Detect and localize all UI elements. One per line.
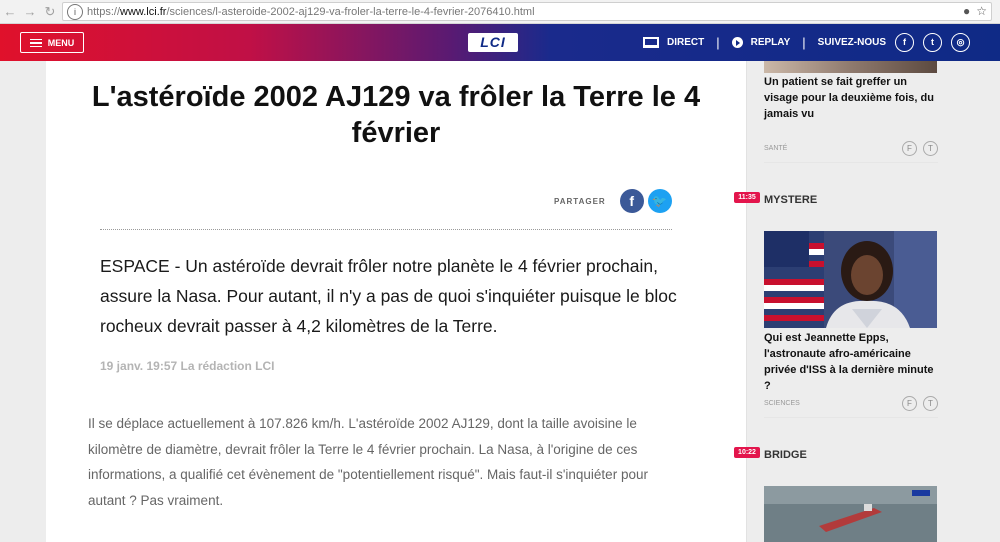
nav-direct-label: DIRECT [666,37,705,48]
tv-icon [643,37,659,48]
sidebar-section-title[interactable]: MYSTERE [764,194,818,206]
play-icon [732,37,743,48]
nav-replay[interactable] [732,37,791,48]
url-protocol: https:// [87,5,121,18]
sidebar-item-category[interactable]: SCIENCES [764,400,800,407]
share-label: PARTAGER [554,196,606,206]
nav-follow [818,37,886,48]
url-path: /sciences/l-asteroide-2002-aj129-va-froler-la-terre-le-4-fevrier-2076410.html [166,5,535,18]
facebook-icon[interactable]: f [895,33,914,52]
sidebar-item-text[interactable]: Un patient se fait greffer un visage pour la deuxième fois, du jamais vu [764,76,934,120]
article-lead: ESPACE - Un astéroïde devrait frôler notre planète le 4 février prochain, assure la Nasa. Pour autant, il n'y a pas de quoi s'inquiéter puisque le bloc rocheux devrait passer à 4,2 kilomètres de la Terre. [100,256,677,336]
nav-separator: | [716,35,720,50]
article-title: L'astéroïde 2002 AJ129 va frôler la Terre le 4 février [91,81,701,149]
ship-image [764,486,937,542]
reload-icon[interactable]: ↻ [44,3,56,19]
sidebar-divider [764,417,938,418]
sidebar-item[interactable] [764,330,938,394]
menu-label: MENU [47,37,75,48]
nav-follow-label: SUIVEZ-NOUS [817,37,886,48]
astronaut-portrait-image [764,231,937,328]
address-bar[interactable] [62,2,992,21]
header-nav [643,24,970,61]
url-host: www.lci.fr [120,5,167,18]
extension-icon[interactable]: ● [962,4,971,18]
nav-direct[interactable] [643,37,704,48]
sidebar-section-title[interactable]: BRIDGE [764,449,807,461]
instagram-icon[interactable]: ◎ [951,33,970,52]
article-thumbnail[interactable] [764,61,937,73]
article-thumbnail[interactable] [764,231,937,328]
time-badge: 10:22 [734,447,760,458]
share-facebook-icon[interactable]: f [620,189,644,213]
sidebar-item-meta [764,141,938,156]
lci-logo[interactable]: LCI [468,33,518,52]
back-arrow-icon[interactable]: ← [3,3,17,19]
sidebar-item[interactable] [764,74,938,122]
site-header [0,24,1000,61]
share-bar [554,189,672,213]
nav-replay-label: REPLAY [750,37,791,48]
article-body: Il se déplace actuellement à 107.826 km/h. L'astéroïde 2002 AJ129, dont la taille avoisine le kilomètre de diamètre, devrait frôler la Terre le 4 février prochain. La Nasa, à l'origine de ces informations, a qualifié cet évènement de "potentiellement risqué". Mais faut-il s'inquiéter pour autant ? Pas vraiment. [88,416,648,508]
forward-arrow-icon[interactable]: → [23,3,37,19]
site-info-icon[interactable]: i [67,4,83,20]
article-byline: 19 janv. 19:57 La rédaction LCI [100,359,275,373]
divider [100,229,672,230]
article-thumbnail[interactable] [764,486,937,542]
share-twitter-icon[interactable]: T [923,141,938,156]
share-twitter-icon[interactable]: T [923,396,938,411]
nav-separator: | [802,35,806,50]
share-facebook-icon[interactable]: F [902,141,917,156]
sidebar-item-text[interactable]: Qui est Jeannette Epps, l'astronaute afro-américaine privée d'ISS à la dernière minute ? [764,332,934,392]
sidebar-item-category[interactable]: SANTÉ [764,145,788,152]
timeline-line [746,61,747,542]
twitter-icon[interactable]: t [923,33,942,52]
hamburger-icon [30,39,42,47]
sidebar-divider [764,162,938,163]
bookmark-star-icon[interactable]: ☆ [976,4,987,18]
sidebar-item-meta [764,396,938,411]
article-container [46,61,746,542]
share-facebook-icon[interactable]: F [902,396,917,411]
menu-button[interactable] [20,32,84,53]
time-badge: 11:35 [734,192,760,203]
share-twitter-icon[interactable]: 🐦 [648,189,672,213]
